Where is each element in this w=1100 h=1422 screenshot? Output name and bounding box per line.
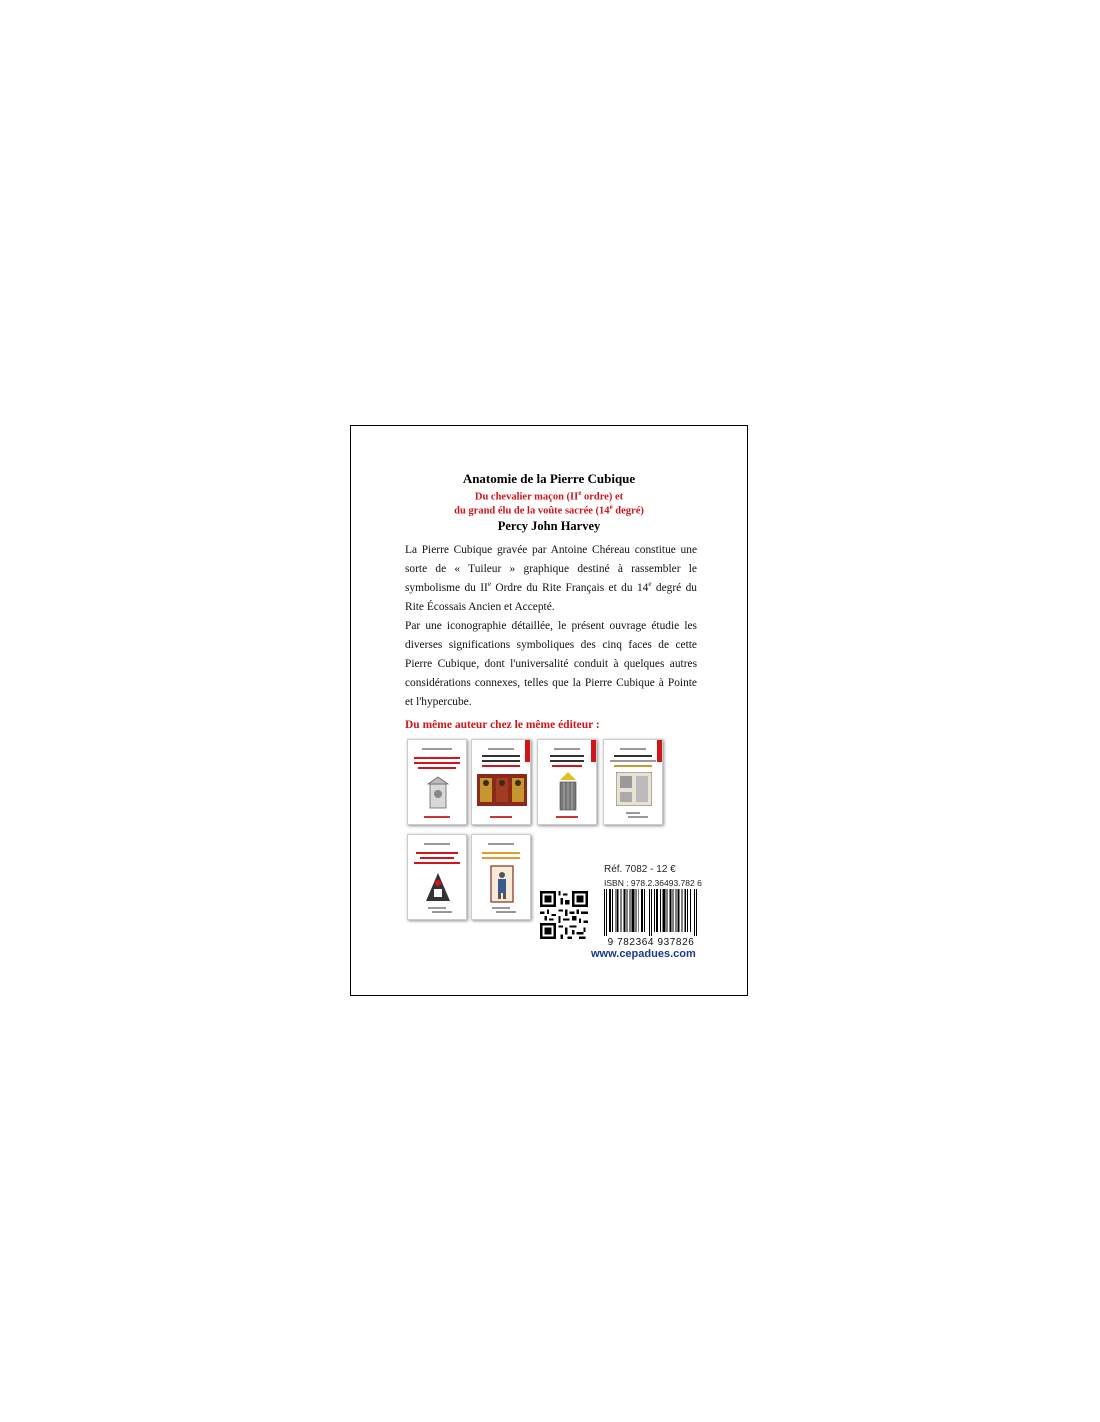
qr-code: [540, 891, 588, 939]
book-cover-painting-icon: [477, 774, 527, 806]
book-title: Anatomie de la Pierre Cubique: [462, 471, 636, 486]
book-thumbnail-4[interactable]: [603, 739, 663, 825]
barcode-number: 9 782364 937826: [607, 937, 695, 948]
book-thumbnail-2[interactable]: [471, 739, 531, 825]
book-back-cover: [350, 425, 748, 996]
book-thumbnail-5[interactable]: [407, 834, 467, 920]
reference-number: Réf. 7082 - 12 €: [604, 864, 676, 875]
book-cover-engraving-icon: [616, 772, 652, 806]
isbn: ISBN : 978.2.36493.782 6: [604, 878, 702, 888]
book-thumbnail-3[interactable]: [537, 739, 597, 825]
book-thumbnail-6[interactable]: [471, 834, 531, 920]
same-author-heading: Du même auteur chez le même éditeur :: [405, 719, 600, 731]
publisher-website-link[interactable]: www.cepadues.com: [591, 948, 696, 960]
subtitle-line-2: du grand élu de la voûte sacrée (14e degré): [454, 503, 644, 517]
author-name: Percy John Harvey: [497, 519, 601, 533]
barcode: [604, 889, 697, 936]
book-thumbnail-1[interactable]: [407, 739, 467, 825]
book-cover-arch-icon: [556, 772, 580, 812]
subtitle-line-1: Du chevalier maçon (IIe ordre) et: [474, 489, 624, 503]
book-cover-figure-icon: [425, 776, 451, 810]
blurb-paragraph-1: La Pierre Cubique gravée par Antoine Chéreau constitue une sorte de « Tuileur » graphique destiné à rassembler le symbolisme du IIe Ordre du Rite Français et du 14e degré du Rite Écossais Ancien et Accepté.: [405, 544, 697, 613]
blurb-paragraph-2: Par une iconographie détaillée, le présent ouvrage étudie les diverses significations symboliques des cinq faces de cette Pierre Cubique, dont l'universalité conduit à quelques autres considérations connexes, telles que la Pierre Cubique à Pointe et l'hypercube.: [405, 620, 697, 708]
book-cover-card-icon: [490, 865, 514, 903]
book-cover-tableau-icon: [424, 871, 452, 903]
blurb: [405, 541, 697, 712]
